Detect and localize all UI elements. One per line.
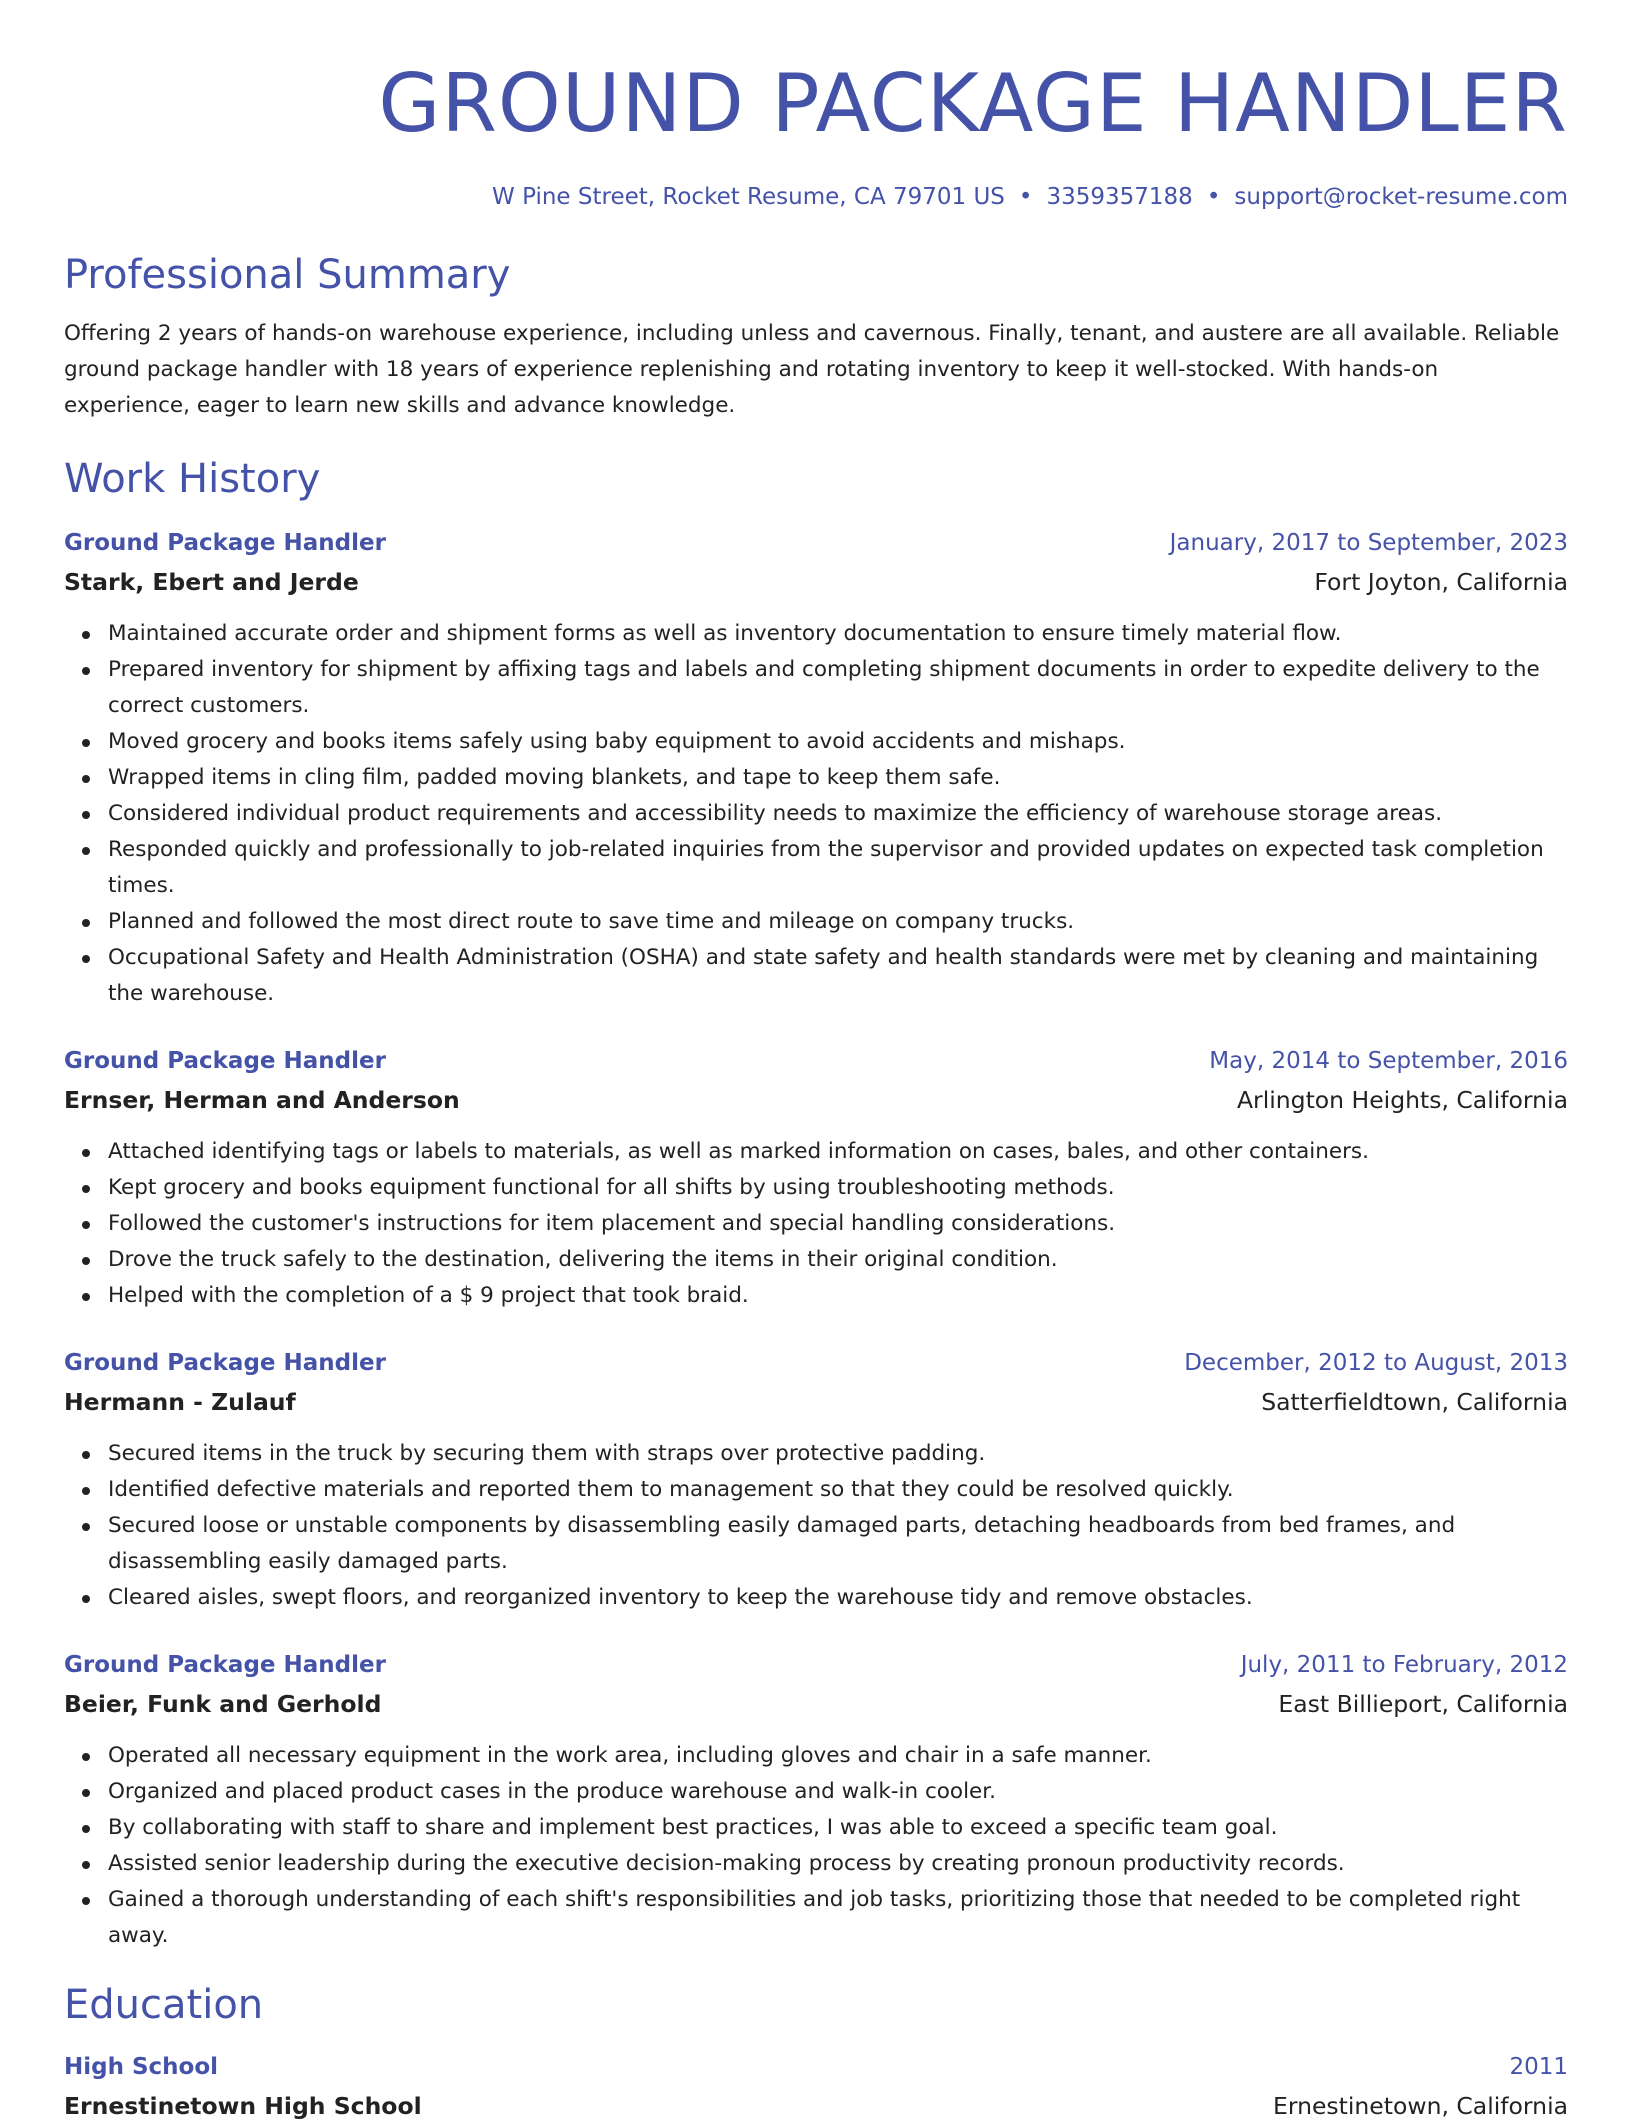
education-entry <box>64 2048 1568 2126</box>
job-bullet: Kept grocery and books equipment functional for all shifts by using troubleshooting methods. <box>108 1170 1568 1206</box>
job-bullet-list <box>64 1738 1568 1954</box>
job-location: Fort Joyton, California <box>1314 568 1568 596</box>
job-title: Ground Package Handler <box>64 1652 386 1678</box>
job-dates: May, 2014 to September, 2016 <box>1209 1048 1568 1074</box>
job-bullet: By collaborating with staff to share and implement best practices, I was able to exceed a specific team goal. <box>108 1810 1568 1846</box>
job-dates: January, 2017 to September, 2023 <box>1169 530 1568 556</box>
job-title: Ground Package Handler <box>64 1048 386 1074</box>
contact-address: W Pine Street, Rocket Resume, CA 79701 US <box>492 184 1005 210</box>
job-bullet: Responded quickly and professionally to job-related inquiries from the supervisor and provided updates on expected task completion times. <box>108 832 1568 904</box>
job-bullet: Helped with the completion of a $ 9 project that took braid. <box>108 1278 1568 1314</box>
job-bullet: Assisted senior leadership during the executive decision-making process by creating pronoun productivity records. <box>108 1846 1568 1882</box>
job-bullet: Drove the truck safely to the destination, delivering the items in their original condition. <box>108 1242 1568 1278</box>
job-bullet: Cleared aisles, swept floors, and reorganized inventory to keep the warehouse tidy and remove obstacles. <box>108 1580 1568 1616</box>
job-company-row <box>64 1684 1568 1724</box>
job-title: Ground Package Handler <box>64 1350 386 1376</box>
candidate-name: GROUND PACKAGE HANDLER <box>378 57 1568 150</box>
job-bullet: Prepared inventory for shipment by affixing tags and labels and completing shipment documents in order to expedite delivery to the correct customers. <box>108 652 1568 724</box>
summary-section <box>64 248 1568 424</box>
contact-email: support@rocket-resume.com <box>1234 184 1568 210</box>
job-bullet: Occupational Safety and Health Administration (OSHA) and state safety and health standards were met by cleaning and maintaining the warehouse. <box>108 940 1568 1012</box>
job-bullet: Secured loose or unstable components by disassembling easily damaged parts, detaching headboards from bed frames, and disassembling easily damaged parts. <box>108 1508 1568 1580</box>
job-bullet: Organized and placed product cases in the produce warehouse and walk-in cooler. <box>108 1774 1568 1810</box>
job-bullet: Followed the customer's instructions for item placement and special handling considerations. <box>108 1206 1568 1242</box>
job-dates: December, 2012 to August, 2013 <box>1184 1350 1568 1376</box>
job-company: Beier, Funk and Gerhold <box>64 1690 382 1718</box>
contact-separator: • <box>1018 184 1033 210</box>
job-company: Hermann - Zulauf <box>64 1388 296 1416</box>
job-company: Ernser, Herman and Anderson <box>64 1086 460 1114</box>
job-bullet: Operated all necessary equipment in the work area, including gloves and chair in a safe manner. <box>108 1738 1568 1774</box>
job-bullet: Wrapped items in cling film, padded moving blankets, and tape to keep them safe. <box>108 760 1568 796</box>
job-bullet-list <box>64 1436 1568 1616</box>
job-bullet: Planned and followed the most direct route to save time and mileage on company trucks. <box>108 904 1568 940</box>
section-title-summary: Professional Summary <box>64 252 511 298</box>
education-school: Ernestinetown High School <box>64 2092 422 2120</box>
job-company-row <box>64 1382 1568 1422</box>
job-title: Ground Package Handler <box>64 530 386 556</box>
job-entry <box>64 1042 1568 1314</box>
job-bullet: Moved grocery and books items safely using baby equipment to avoid accidents and mishaps. <box>108 724 1568 760</box>
education-school-row <box>64 2086 1568 2126</box>
resume-header <box>64 0 1568 212</box>
job-company: Stark, Ebert and Jerde <box>64 568 359 596</box>
job-location: East Billieport, California <box>1278 1690 1568 1718</box>
job-bullet: Maintained accurate order and shipment forms as well as inventory documentation to ensure timely material flow. <box>108 616 1568 652</box>
contact-line <box>64 182 1568 212</box>
job-company-row <box>64 1080 1568 1120</box>
job-bullet: Considered individual product requirements and accessibility needs to maximize the efficiency of warehouse storage areas. <box>108 796 1568 832</box>
job-entry <box>64 524 1568 1012</box>
section-title-education: Education <box>64 1982 264 2028</box>
job-dates: July, 2011 to February, 2012 <box>1240 1652 1568 1678</box>
job-header-row <box>64 1646 1568 1684</box>
job-bullet: Secured items in the truck by securing them with straps over protective padding. <box>108 1436 1568 1472</box>
job-company-row <box>64 562 1568 602</box>
job-bullet: Attached identifying tags or labels to materials, as well as marked information on cases, bales, and other containers. <box>108 1134 1568 1170</box>
job-header-row <box>64 1344 1568 1382</box>
education-header-row <box>64 2048 1568 2086</box>
job-entry <box>64 1344 1568 1616</box>
section-title-work-history: Work History <box>64 456 321 502</box>
job-header-row <box>64 524 1568 562</box>
job-bullet-list <box>64 616 1568 1012</box>
contact-separator: • <box>1206 184 1221 210</box>
education-year: 2011 <box>1509 2054 1568 2080</box>
summary-text: Offering 2 years of hands-on warehouse experience, including unless and cavernous. Finally, tenant, and austere are all available. Reliable ground package handler with 18 years of experience replenishing and rotating inventory to keep it well-stocked. With hands-on experience, eager to learn new skills and advance knowledge. <box>64 321 1560 418</box>
education-location: Ernestinetown, California <box>1272 2092 1568 2120</box>
work-history-section <box>64 452 1568 1954</box>
job-bullet: Gained a thorough understanding of each shift's responsibilities and job tasks, prioritizing those that needed to be completed right away. <box>108 1882 1568 1954</box>
education-section <box>64 1978 1568 2126</box>
education-degree: High School <box>64 2054 219 2080</box>
job-bullet: Identified defective materials and reported them to management so that they could be resolved quickly. <box>108 1472 1568 1508</box>
job-location: Arlington Heights, California <box>1236 1086 1568 1114</box>
job-location: Satterfieldtown, California <box>1261 1388 1568 1416</box>
contact-phone: 3359357188 <box>1046 184 1193 210</box>
job-entry <box>64 1646 1568 1954</box>
job-header-row <box>64 1042 1568 1080</box>
job-bullet-list <box>64 1134 1568 1314</box>
